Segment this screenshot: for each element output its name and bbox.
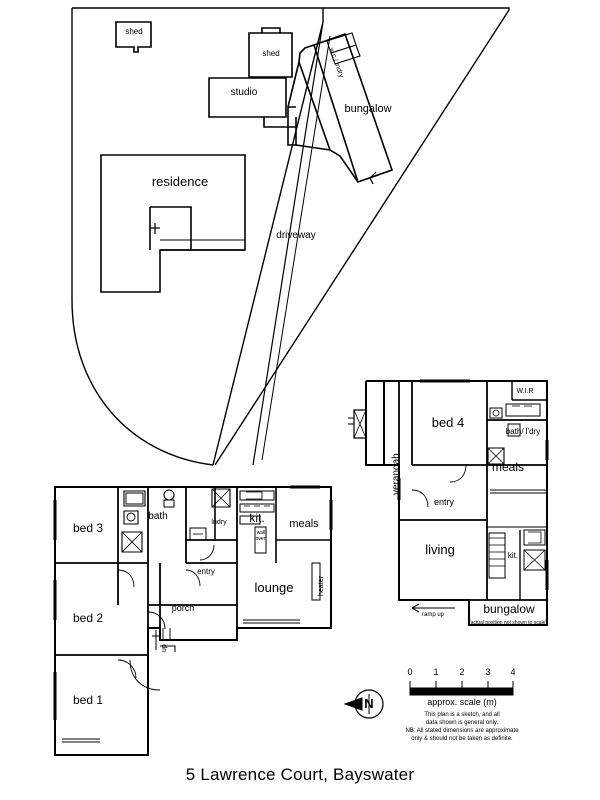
disclaimer-line-3: NB: All stated dimensions are approximate xyxy=(405,728,519,734)
label-entry-upper: entry xyxy=(433,497,454,507)
disclaimer-line-1: This plan is a sketch, and all xyxy=(424,712,500,718)
label-bath: bath xyxy=(148,511,168,522)
disclaimer-line-2: data shown is general only. xyxy=(425,720,499,726)
label-bath-ldry: bath/ l'dry xyxy=(505,427,541,436)
label-residence: residence xyxy=(151,174,209,189)
label-shed-left: shed xyxy=(125,27,143,36)
label-lndry: lndry xyxy=(211,519,227,526)
scale-tick-3: 3 xyxy=(485,667,491,677)
label-wir: W.I.R xyxy=(516,388,534,395)
label-kit-upper: kit. xyxy=(507,551,519,560)
label-lounge: lounge xyxy=(254,580,294,595)
label-up-ground: up xyxy=(161,644,168,652)
label-bed-3: bed 3 xyxy=(72,521,104,535)
label-wall-oven: wall oven xyxy=(255,530,267,542)
page-title: 5 Lawrence Court, Bayswater xyxy=(185,765,415,784)
compass-label: N xyxy=(364,696,374,711)
label-meals-upper: meals xyxy=(491,460,524,474)
label-bed-4: bed 4 xyxy=(431,415,465,430)
scale-tick-0: 0 xyxy=(407,667,413,677)
label-bed-2: bed 2 xyxy=(72,611,104,625)
disclaimer-line-4: only & should not be taken as definite. xyxy=(411,736,513,742)
label-shed-top: shed xyxy=(262,49,280,58)
label-heater: heater xyxy=(318,576,325,596)
scale-tick-1: 1 xyxy=(433,667,439,677)
label-ramp-up: ramp up xyxy=(421,612,444,618)
label-entry: entry xyxy=(197,567,215,576)
label-studio: studio xyxy=(230,87,258,98)
label-bungalow-upper: bungalow xyxy=(483,602,535,616)
label-bungalow-site: bungalow xyxy=(344,103,392,115)
scale-tick-4: 4 xyxy=(510,667,516,677)
scale-caption: approx. scale (m) xyxy=(427,697,497,707)
label-position-note: (actual position not shown to scale) xyxy=(468,620,548,626)
scale-tick-2: 2 xyxy=(459,667,465,677)
label-living: living xyxy=(425,542,455,557)
label-meals: meals xyxy=(289,518,319,530)
label-porch: porch xyxy=(171,603,195,613)
label-wc-lndry: w.c / lndry xyxy=(327,47,345,79)
label-bed-1: bed 1 xyxy=(72,693,104,707)
label-verandah: verandah xyxy=(391,453,402,495)
label-driveway: driveway xyxy=(276,230,316,241)
label-kit: kit. xyxy=(249,511,265,525)
